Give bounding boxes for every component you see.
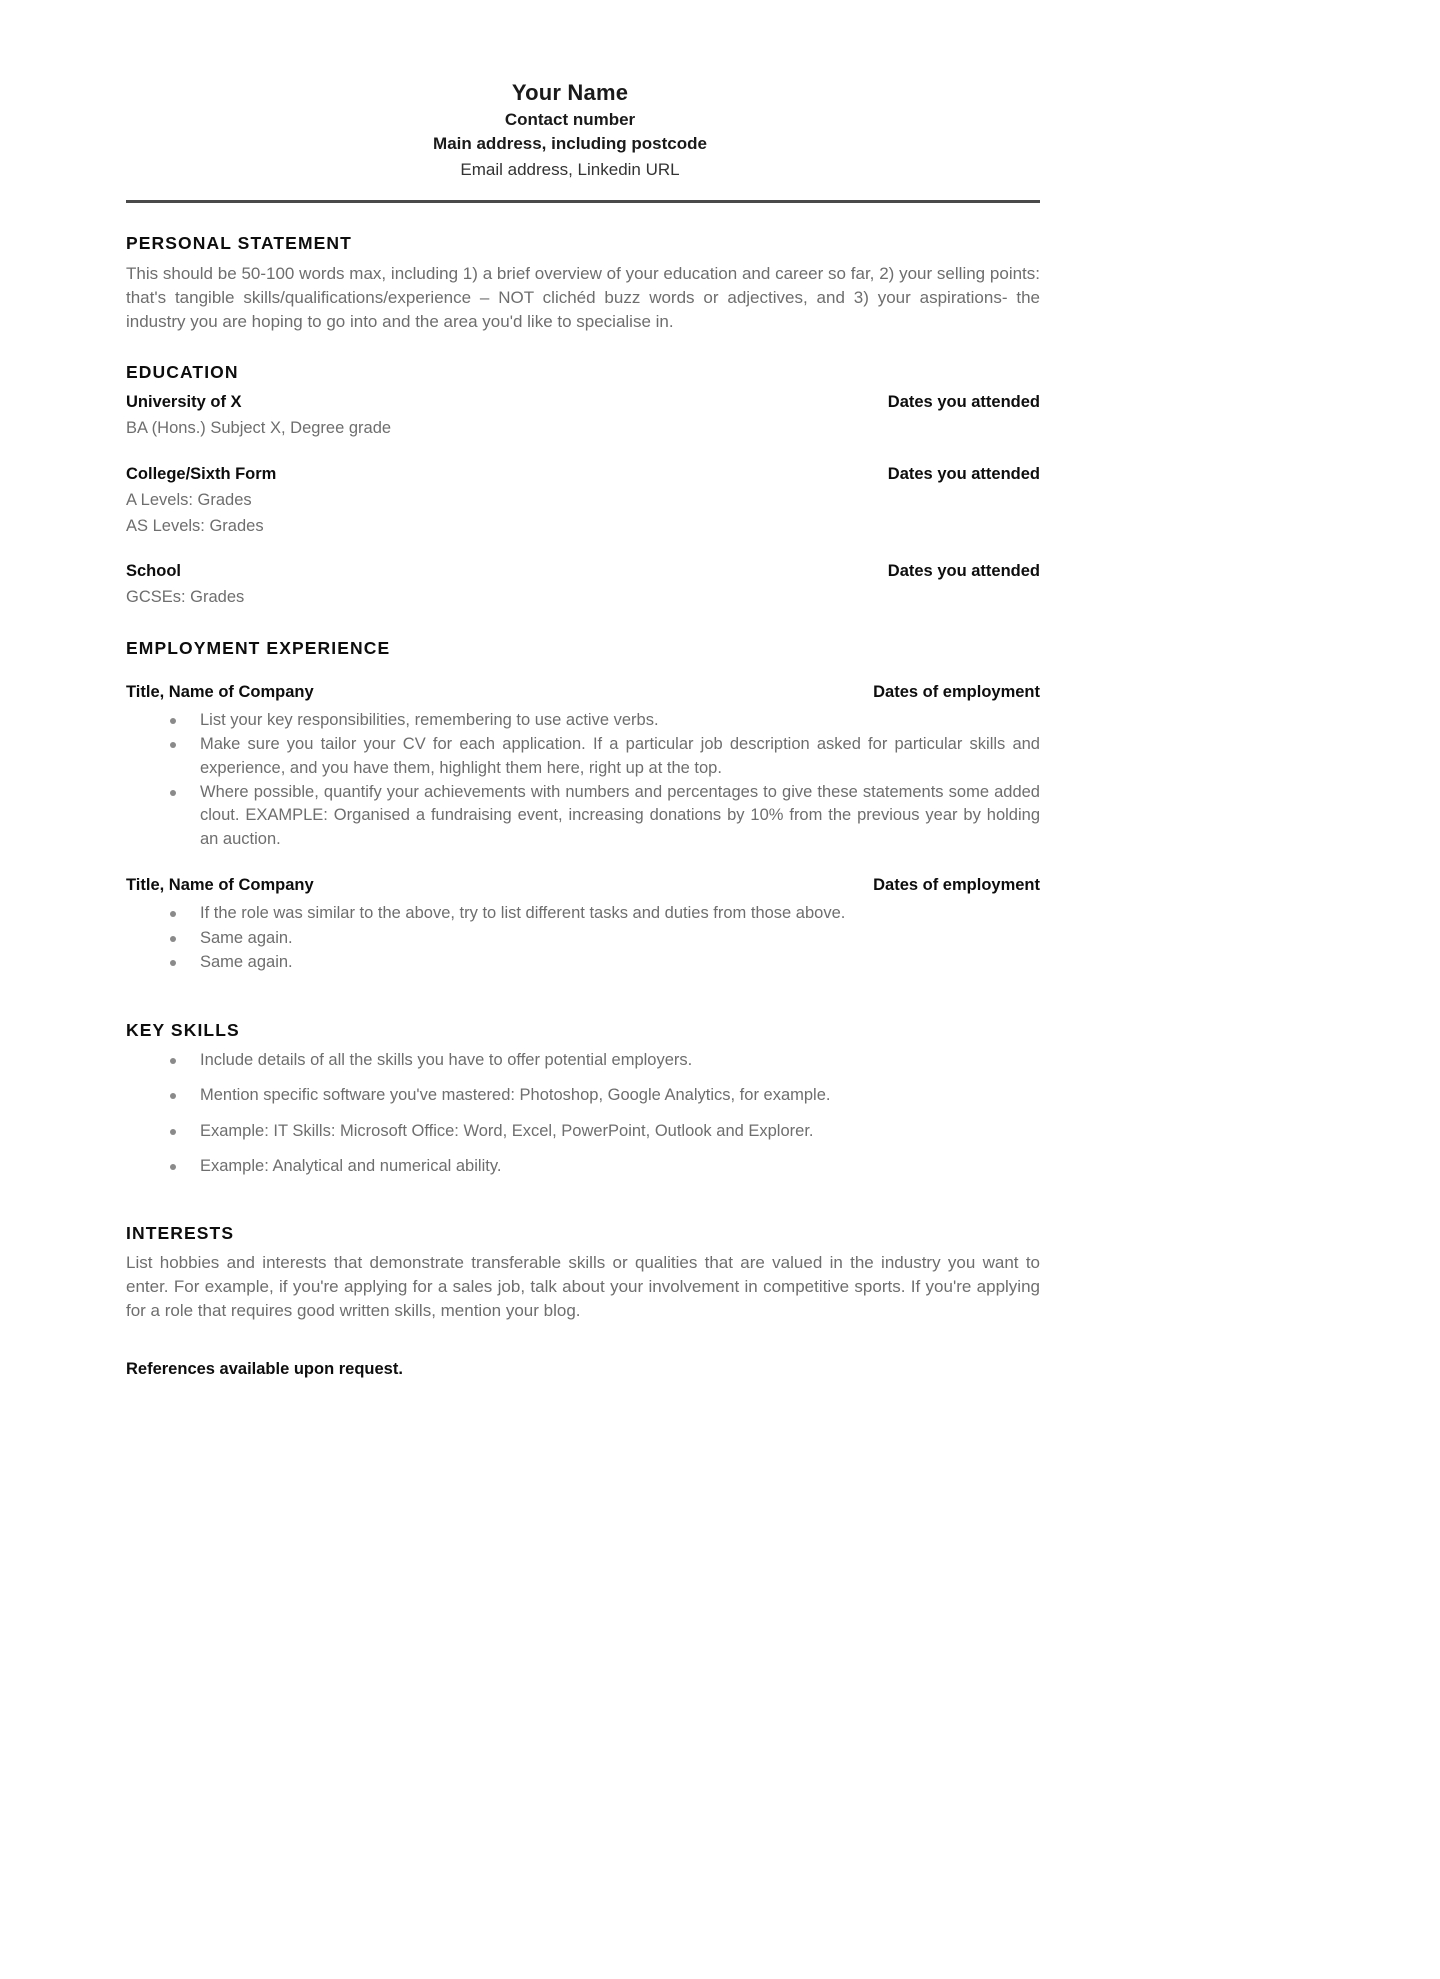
section-title-personal-statement: PERSONAL STATEMENT bbox=[126, 233, 352, 254]
section-key-skills bbox=[126, 1018, 1040, 1178]
education-dates: Dates you attended bbox=[887, 392, 1040, 411]
education-entry bbox=[126, 391, 1040, 441]
personal-statement-body: This should be 50-100 words max, including 1) a brief overview of your education and career so far, 2) your selling points: that's tangible skills/qualifications/experience – NOT clichéd buzz words or adjectives, and 3) your aspirations- the industry you are hoping to go into and the area you'd like to specialise in. bbox=[126, 263, 1040, 332]
education-dates: Dates you attended bbox=[887, 464, 1040, 483]
section-title-education: EDUCATION bbox=[126, 362, 239, 383]
list-item: Where possible, quantify your achievements with numbers and percentages to give these statements some added clout. EXAMPLE: Organised a fundraising event, increasing donations by 10% from the previous year by holding an auction. bbox=[126, 781, 1040, 851]
employment-entry-row bbox=[126, 874, 1040, 898]
list-item: List your key responsibilities, remembering to use active verbs. bbox=[126, 709, 1040, 732]
section-title-key-skills: KEY SKILLS bbox=[126, 1020, 240, 1041]
employment-entry-row bbox=[126, 681, 1040, 705]
education-entry-row bbox=[126, 560, 1040, 584]
postal-address: Main address, including postcode bbox=[433, 134, 707, 154]
education-institution: University of X bbox=[126, 392, 242, 411]
list-item: If the role was similar to the above, try to list different tasks and duties from those above. bbox=[126, 902, 1040, 925]
education-entry bbox=[126, 560, 1040, 610]
employment-role: Title, Name of Company bbox=[126, 876, 314, 895]
education-detail: BA (Hons.) Subject X, Degree grade bbox=[126, 418, 392, 437]
references-note: References available upon request. bbox=[126, 1359, 403, 1378]
section-interests bbox=[126, 1221, 1040, 1324]
employment-role: Title, Name of Company bbox=[126, 682, 314, 701]
section-employment-experience bbox=[126, 636, 1040, 974]
education-institution: College/Sixth Form bbox=[126, 464, 277, 483]
employment-bullet-list bbox=[126, 709, 1040, 852]
education-entry-row bbox=[126, 463, 1040, 487]
email-linkedin: Email address, Linkedin URL bbox=[460, 159, 680, 179]
section-education bbox=[126, 360, 1040, 610]
education-detail: GCSEs: Grades bbox=[126, 588, 245, 607]
candidate-name: Your Name bbox=[511, 80, 629, 105]
section-title-employment-experience: EMPLOYMENT EXPERIENCE bbox=[126, 638, 391, 659]
interests-body: List hobbies and interests that demonstrate transferable skills or qualities that are valued in the industry you want to enter. For example, if you're applying for a sales job, talk about your involvement in competitive sports. If you're applying for a role that requires good written skills, mention your blog. bbox=[126, 1253, 1040, 1321]
education-entry-row bbox=[126, 391, 1040, 415]
contact-number: Contact number bbox=[504, 109, 636, 129]
list-item: Include details of all the skills you have to offer potential employers. bbox=[126, 1049, 1040, 1072]
employment-dates: Dates of employment bbox=[873, 682, 1040, 701]
education-dates: Dates you attended bbox=[887, 562, 1040, 581]
section-personal-statement bbox=[126, 231, 1040, 334]
employment-entry bbox=[126, 681, 1040, 851]
cv-header bbox=[126, 78, 1040, 182]
education-detail: A Levels: Grades bbox=[126, 490, 252, 509]
employment-dates: Dates of employment bbox=[873, 876, 1040, 895]
education-detail: AS Levels: Grades bbox=[126, 516, 264, 535]
list-item: Same again. bbox=[126, 951, 1040, 974]
list-item: Example: Analytical and numerical ability. bbox=[126, 1155, 1040, 1178]
employment-bullet-list bbox=[126, 902, 1040, 974]
list-item: Mention specific software you've mastered: Photoshop, Google Analytics, for example. bbox=[126, 1084, 1040, 1107]
education-entry bbox=[126, 463, 1040, 539]
education-institution: School bbox=[126, 562, 182, 581]
employment-entry bbox=[126, 874, 1040, 974]
header-divider bbox=[126, 200, 1040, 203]
section-title-interests: INTERESTS bbox=[126, 1222, 235, 1243]
list-item: Example: IT Skills: Microsoft Office: Word, Excel, PowerPoint, Outlook and Explorer. bbox=[126, 1120, 1040, 1143]
list-item: Same again. bbox=[126, 927, 1040, 950]
key-skills-bullet-list bbox=[126, 1049, 1040, 1179]
list-item: Make sure you tailor your CV for each application. If a particular job description asked for particular skills and experience, and you have them, highlight them here, right up at the top. bbox=[126, 733, 1040, 780]
